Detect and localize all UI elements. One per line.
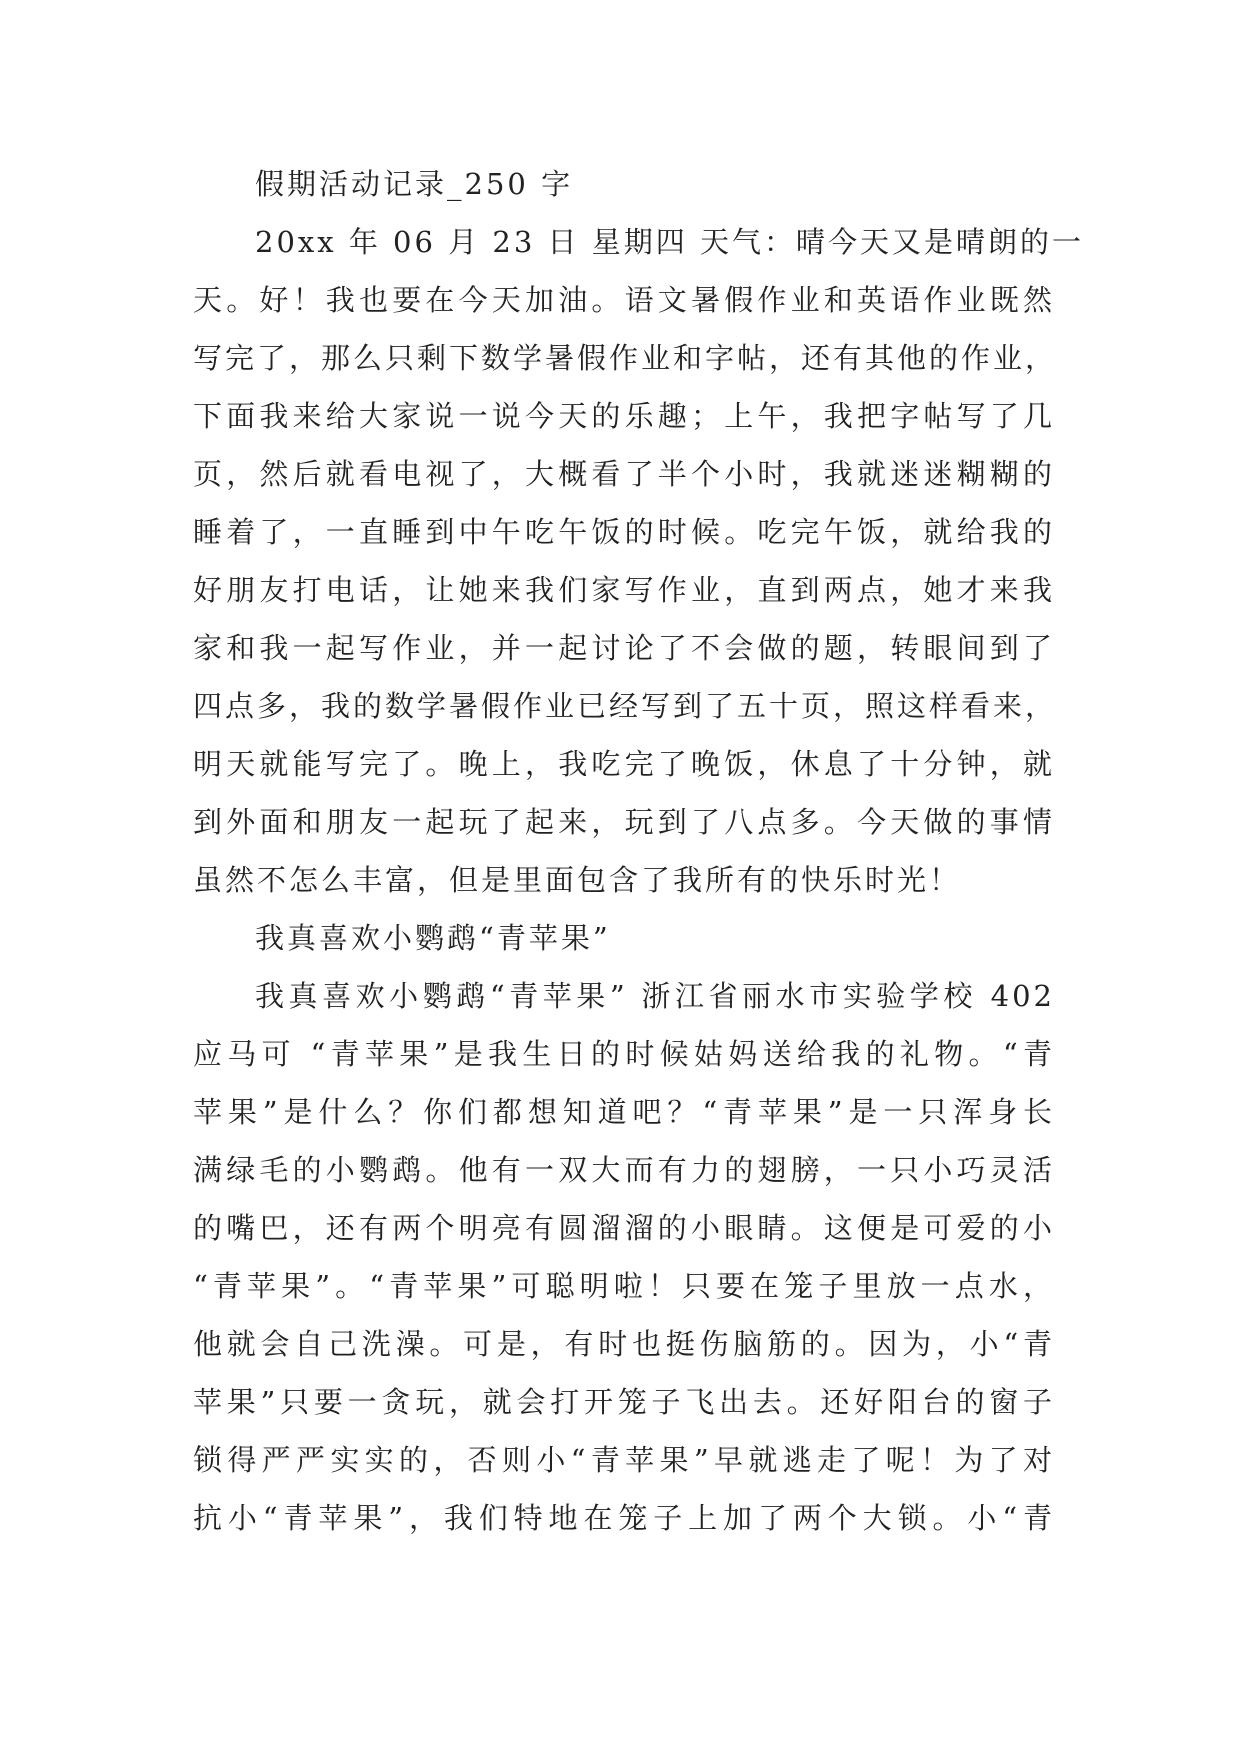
paragraph-line: 我真喜欢小鹦鹉“青苹果” 浙江省丽水市实验学校 402 — [255, 979, 1055, 1013]
paragraph-line: 满绿毛的小鹦鹉。他有一双大而有力的翅膀，一只小巧灵活 — [193, 1153, 1055, 1187]
document-body — [193, 155, 1084, 1547]
paragraph-line: 睡着了，一直睡到中午吃午饭的时候。吃完午饭，就给我的 — [193, 515, 1055, 549]
paragraph-line: “青苹果”。“青苹果”可聪明啦！只要在笼子里放一点水， — [193, 1269, 1055, 1303]
paragraph-line: 四点多，我的数学暑假作业已经写到了五十页，照这样看来， — [193, 689, 1058, 723]
paragraph-line: 下面我来给大家说一说今天的乐趣；上午，我把字帖写了几 — [193, 399, 1055, 433]
article-title: 假期活动记录_250 字 — [255, 167, 574, 201]
paragraph-line: 到外面和朋友一起玩了起来，玩到了八点多。今天做的事情 — [193, 805, 1055, 839]
paragraph-line: 虽然不怎么丰富，但是里面包含了我所有的快乐时光！ — [193, 863, 962, 897]
paragraph-line: 家和我一起写作业，并一起讨论了不会做的题，转眼间到了 — [193, 631, 1055, 665]
paragraph-line: 应马可 “青苹果”是我生日的时候姑妈送给我的礼物。“青 — [193, 1037, 1055, 1071]
paragraph-line: 天。好！我也要在今天加油。语文暑假作业和英语作业既然 — [193, 283, 1055, 317]
paragraph-line: 苹果”是什么？你们都想知道吧？“青苹果”是一只浑身长 — [193, 1095, 1055, 1129]
paragraph-line: 页，然后就看电视了，大概看了半个小时，我就迷迷糊糊的 — [193, 457, 1055, 491]
section-title: 我真喜欢小鹦鹉“青苹果” — [255, 921, 611, 955]
paragraph-line: 抗小“青苹果”，我们特地在笼子上加了两个大锁。小“青 — [193, 1501, 1055, 1535]
paragraph-line: 苹果”只要一贪玩，就会打开笼子飞出去。还好阳台的窗子 — [193, 1385, 1055, 1419]
paragraph-line: 锁得严严实实的，否则小“青苹果”早就逃走了呢！为了对 — [193, 1443, 1055, 1477]
paragraph-line: 20xx 年 06 月 23 日 星期四 天气：晴今天又是晴朗的一 — [255, 225, 1084, 259]
paragraph-line: 明天就能写完了。晚上，我吃完了晚饭，休息了十分钟，就 — [193, 747, 1055, 781]
paragraph-line: 他就会自己洗澡。可是，有时也挺伤脑筋的。因为，小“青 — [193, 1327, 1055, 1361]
paragraph-line: 的嘴巴，还有两个明亮有圆溜溜的小眼睛。这便是可爱的小 — [193, 1211, 1055, 1245]
paragraph-line: 写完了，那么只剩下数学暑假作业和字帖，还有其他的作业， — [193, 341, 1058, 375]
paragraph-line: 好朋友打电话，让她来我们家写作业，直到两点，她才来我 — [193, 573, 1055, 607]
